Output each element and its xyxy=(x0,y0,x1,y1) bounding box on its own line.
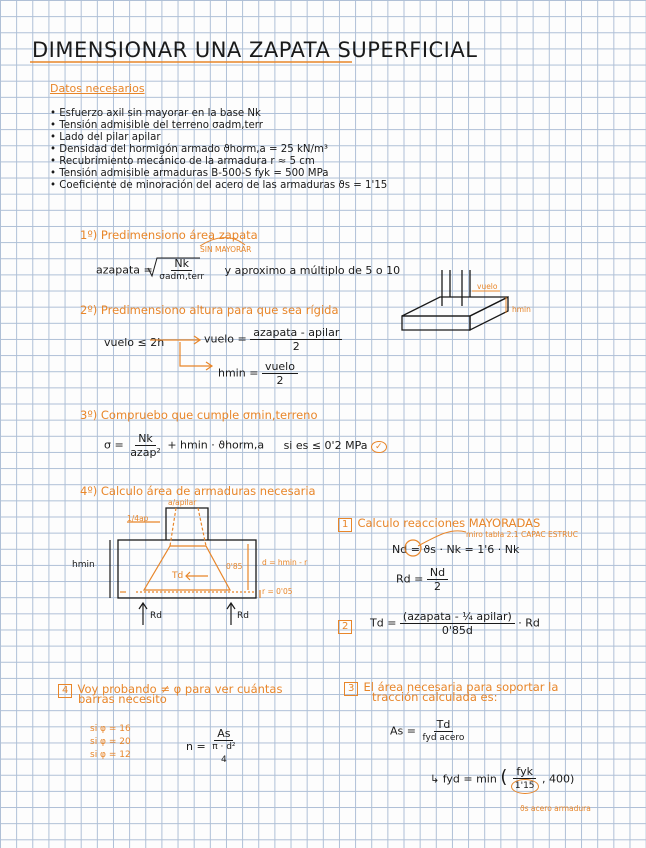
box2-num: 2 xyxy=(338,614,352,634)
box1-title: 1 Calculo reacciones MAYORADAS xyxy=(338,512,540,532)
page-title: DIMENSIONAR UNA ZAPATA SUPERFICIAL xyxy=(32,38,478,62)
section-heading: Datos necesarios xyxy=(50,82,145,95)
list-item: • Tensión admisible armaduras B-500-S fyk = 500 MPa xyxy=(50,168,329,179)
reaction-arrows xyxy=(110,540,235,625)
fig-hmin-label: hmin xyxy=(72,560,95,570)
box4-n-formula: n = As π · d² 4 xyxy=(186,727,236,765)
box2-td-formula: Td = $\frac{\text{(azapata - ¼ apilar)}}{0'85d}$ · Rd xyxy=(370,610,540,637)
fig-085-label: 0'85 xyxy=(226,562,243,571)
strut-tie-model xyxy=(120,508,260,598)
box3-note: ϑs acero armadura xyxy=(520,804,591,813)
step3-formula: σ = $\frac{Nk}{\text{azap²}}$ + hmin · ϑhorm,a si es ≤ 0'2 MPa ✓ xyxy=(104,432,387,459)
gamma-circle xyxy=(405,540,421,556)
figure-hmin-label: hmin xyxy=(512,305,531,314)
box1-note: miro tabla 2.1 CAPAC ESTRUC xyxy=(466,530,579,539)
fig-d-label: d = hmin - r xyxy=(262,558,308,567)
fig-rd-right: Rd xyxy=(237,611,249,621)
sqrt-sign xyxy=(148,258,200,276)
step2-hmin-formula: hmin = $\frac{\text{vuelo}}{2}$ xyxy=(218,360,298,387)
list-item: si φ = 16 xyxy=(90,724,131,734)
box3-title: 3 El área necesaria para soportar la xyxy=(344,676,558,696)
box3-heading-line2: tracción calculada es: xyxy=(372,690,498,704)
box4-heading-line2: barras necesito xyxy=(78,692,167,706)
list-item: • Lado del pilar apilar xyxy=(50,132,161,143)
box3-fyd-formula: ↳ fyd = min ( $\frac{\text{fyk}}{1'15}$ , 400) xyxy=(430,765,574,794)
list-item: • Coeficiente de minoración del acero de las armaduras ϑs = 1'15 xyxy=(50,180,388,191)
step4-heading: 4º) Calculo área de armaduras necesaria xyxy=(80,484,316,498)
list-item: • Densidad del hormigón armado ϑhorm,a = 25 kN/m³ xyxy=(50,144,328,155)
box1-rd-formula: Rd = $\frac{Nd}{2}$ xyxy=(396,566,448,593)
figure-vuelo-label: vuelo xyxy=(477,282,498,291)
list-item: • Recubrimiento mecánico de la armadura r ≈ 5 cm xyxy=(50,156,315,167)
step2-heading: 2º) Predimensiono altura para que sea rígida xyxy=(80,303,339,317)
box1-note-arrow xyxy=(418,531,466,546)
step3-heading: 3º) Compruebo que cumple σmin,terreno xyxy=(80,408,318,422)
step2-condition: vuelo ≤ 2h xyxy=(104,336,165,349)
fig-r-label: r = 0'05 xyxy=(262,587,293,596)
step2-vuelo-formula: vuelo = $\frac{\text{azapata - apilar}}{2}$ xyxy=(204,326,342,353)
fig-quarter-label: 1/4ap xyxy=(127,514,149,523)
step1-formula: azapata = $\frac{Nk}{\text{σadm,terr}}$ y aproximo a múltiplo de 5 o 10 xyxy=(96,257,401,282)
box3-as-formula: As = $\frac{Td}{\text{fyd acero}}$ xyxy=(390,718,465,743)
check-circle: ✓ xyxy=(371,441,387,453)
step1-heading: 1º) Predimensiono área zapata xyxy=(80,228,258,242)
note-arrow xyxy=(200,238,245,246)
list-item: • Tensión admisible del terreno σadm,terr xyxy=(50,120,263,131)
fig-apilar-label: a/apilar xyxy=(168,498,197,507)
list-item: si φ = 20 xyxy=(90,737,131,747)
box1-nd-formula: Nd = ϑs · Nk = 1'6 · Nk xyxy=(392,543,520,556)
list-item: • Esfuerzo axil sin mayorar en la base Nk xyxy=(50,108,261,119)
box4-title: 4 Voy probando ≠ φ para ver cuántas xyxy=(58,678,282,698)
fig-rd-left: Rd xyxy=(150,611,162,621)
footing-3d-figure xyxy=(402,270,508,330)
list-item: si φ = 12 xyxy=(90,750,131,760)
step1-note: SIN MAYORAR xyxy=(200,245,252,254)
fig-td-label: Td xyxy=(172,571,184,581)
